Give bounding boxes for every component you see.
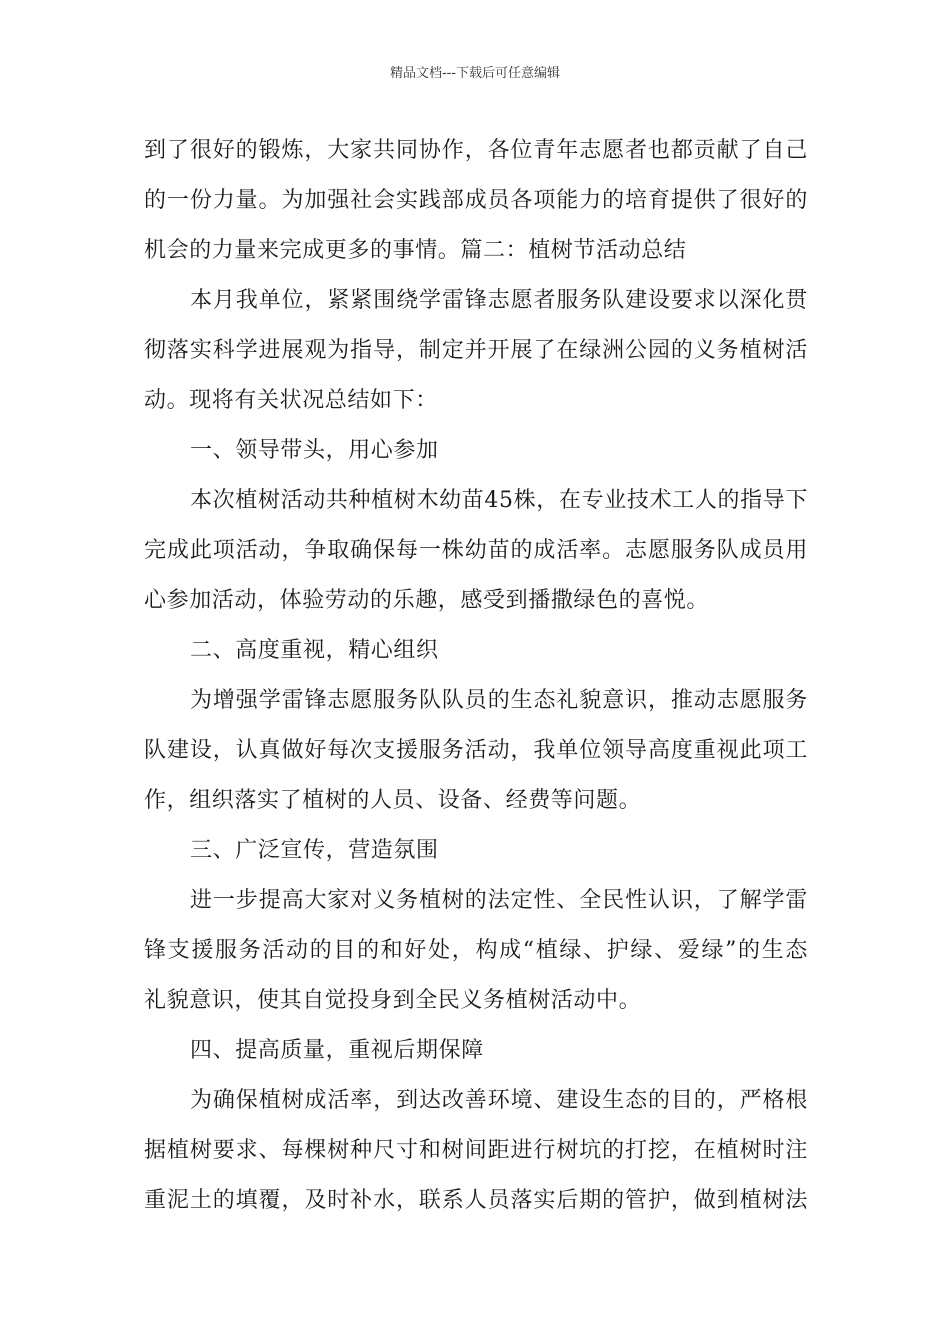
document-body	[144, 126, 808, 1226]
section-heading: 三、广泛宣传，营造氛围	[190, 838, 439, 863]
text-line: 队建设，认真做好每次支援服务活动，我单位领导高度重视此项工	[144, 738, 808, 763]
text-line: 重泥土的填覆，及时补水，联系人员落实后期的管护，做到植树法	[144, 1188, 808, 1213]
paragraph-first-line: 进一步提高大家对义务植树的法定性、全民性认识，了解学雷	[190, 888, 808, 913]
paragraph-first-line: 本次植树活动共种植树木幼苗45株，在专业技术工人的指导下	[190, 488, 808, 513]
text-line: 到了很好的锻炼，大家共同协作，各位青年志愿者也都贡献了自己	[144, 138, 808, 163]
paragraph-first-line: 本月我单位，紧紧围绕学雷锋志愿者服务队建设要求以深化贯	[190, 288, 808, 313]
text-line: 作，组织落实了植树的人员、设备、经费等问题。	[144, 788, 642, 813]
text-line: 动。现将有关状况总结如下：	[144, 388, 438, 413]
page-header: 精品文档---下载后可任意编辑	[389, 66, 561, 81]
paragraph-first-line: 为确保植树成活率，到达改善环境、建设生态的目的，严格根	[190, 1088, 808, 1113]
section-heading: 二、高度重视，精心组织	[190, 638, 439, 663]
paragraph-first-line: 为增强学雷锋志愿服务队队员的生态礼貌意识，推动志愿服务	[190, 688, 808, 713]
text-line: 的一份力量。为加强社会实践部成员各项能力的培育提供了很好的	[144, 188, 808, 213]
section-heading: 四、提高质量，重视后期保障	[190, 1038, 484, 1063]
text-line: 据植树要求、每棵树种尺寸和树间距进行树坑的打挖，在植树时注	[144, 1138, 808, 1163]
text-line: 机会的力量来完成更多的事情。篇二：植树节活动总结	[144, 238, 687, 263]
text-line: 礼貌意识，使其自觉投身到全民义务植树活动中。	[144, 988, 642, 1013]
text-line: 彻落实科学进展观为指导，制定并开展了在绿洲公园的义务植树活	[144, 338, 808, 363]
text-line: 锋支援服务活动的目的和好处，构成“植绿、护绿、爱绿”的生态	[144, 938, 808, 963]
text-line: 心参加活动，体验劳动的乐趣，感受到播撒绿色的喜悦。	[144, 588, 710, 613]
text-line: 完成此项活动，争取确保每一株幼苗的成活率。志愿服务队成员用	[144, 538, 808, 563]
section-heading: 一、领导带头，用心参加	[190, 438, 439, 463]
